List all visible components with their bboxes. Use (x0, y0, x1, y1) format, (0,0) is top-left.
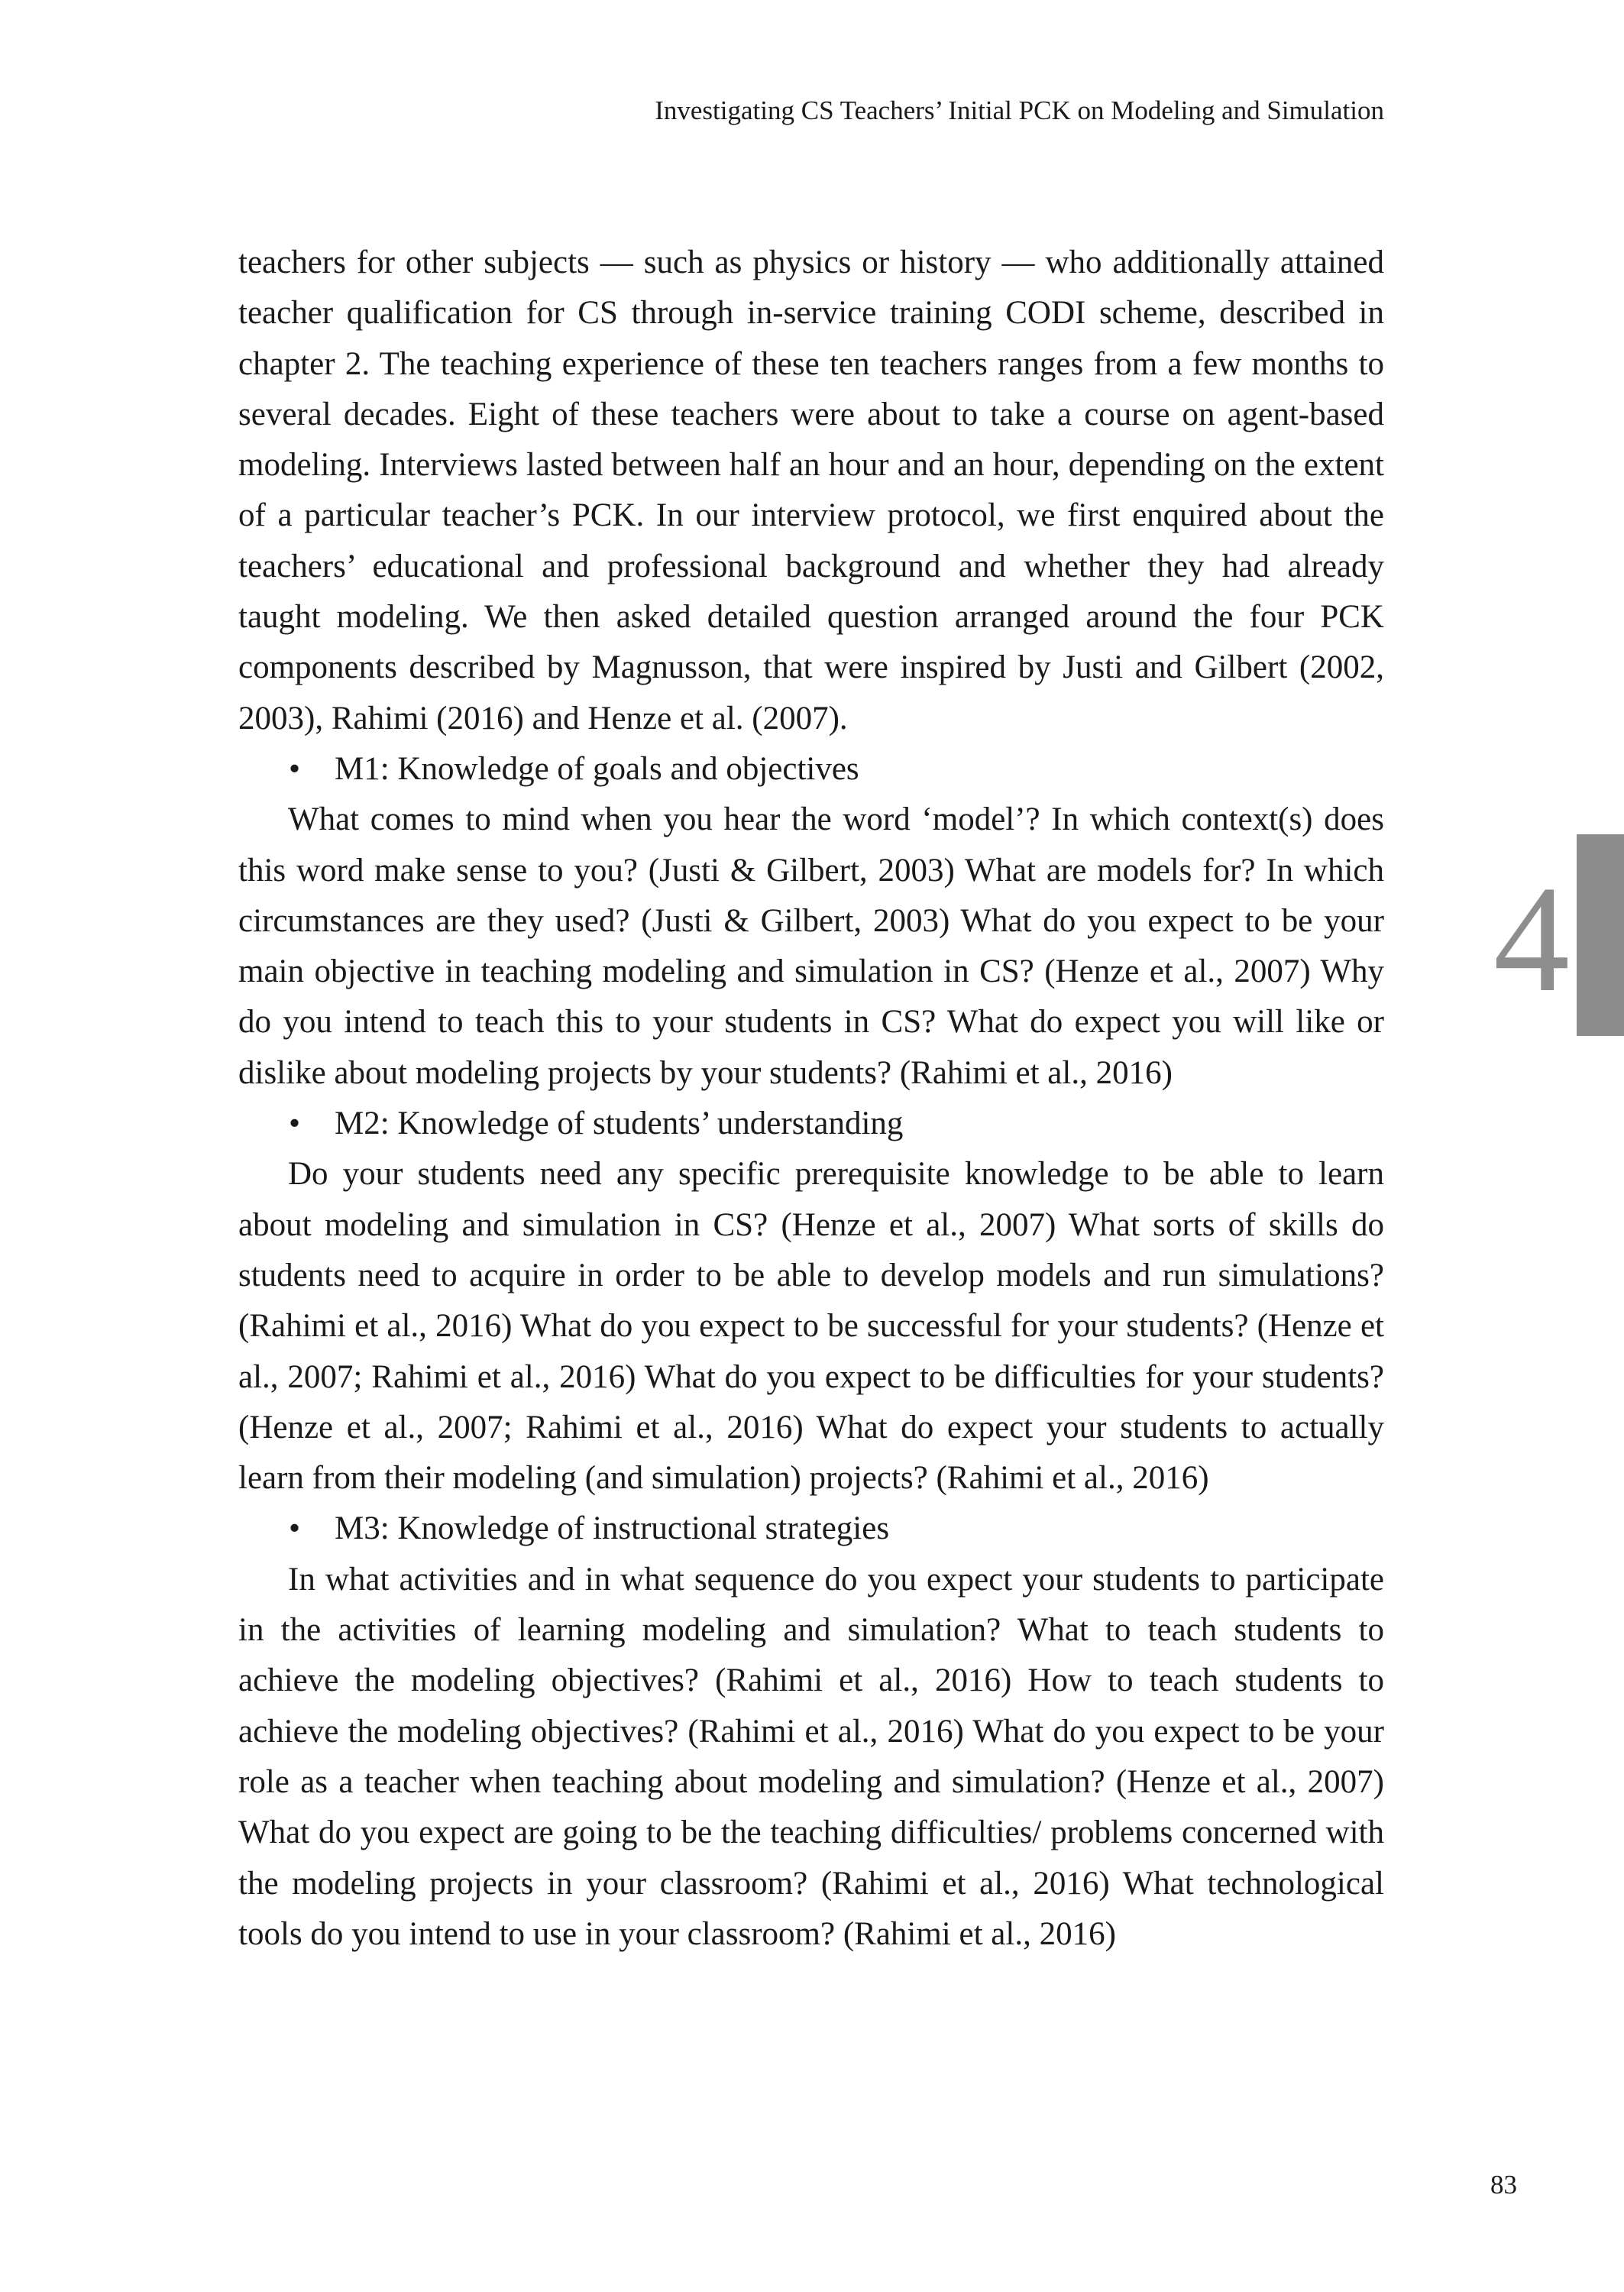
chapter-thumb-tab (1577, 834, 1624, 1036)
running-header: Investigating CS Teachers’ Initial PCK on Modeling and Simulation (655, 96, 1384, 125)
paragraph-intro: teachers for other subjects — such as physics or history — who additionally attained teacher qualification for CS through in-service training CODI scheme, described in chapter 2. The teaching experience of these ten teachers ranges from a few months to several decades. Eight of these teachers were about to take a course on agent-based modeling. Interviews lasted between half an hour and an hour, depending on the extent of a particular teacher’s PCK. In our interview protocol, we first enquired about the teachers’ educational and professional background and whether they had already taught modeling. We then asked detailed question arranged around the four PCK components described by Magnusson, that were inspired by Justi and Gilbert (2002, 2003), Rahimi (2016) and Henze et al. (2007). (238, 244, 1384, 736)
bullet-icon: • (289, 750, 301, 787)
paragraph-m1: What comes to mind when you hear the word ‘model’? In which context(s) does this word make sense to you? (Justi & Gilbert, 2003) What are models for? In which circumstances are they used? (Justi & Gilbert, 2003) What do you expect to be your main objective in teaching modeling and simulation in CS? (Henze et al., 2007) Why do you intend to teach this to your students in CS? What do expect you will like or dislike about modeling projects by your students? (Rahimi et al., 2016) (238, 801, 1384, 1091)
bullet-m1 (238, 744, 1384, 795)
m1-heading: M1: Knowledge of goals and objectives (335, 750, 859, 787)
bullet-m2 (238, 1099, 1384, 1149)
paragraph-m3: In what activities and in what sequence do you expect your students to participate in the activities of learning modeling and simulation? What to teach students to achieve the modeling objectives? (Rahimi et al., 2016) How to teach students to achieve the modeling objectives? (Rahimi et al., 2016) What do you expect to be your role as a teacher when teaching about modeling and simulation? (Henze et al., 2007) What do you expect are going to be the teaching difficulties/ problems concerned with the modeling projects in your classroom? (Rahimi et al., 2016) What technological tools do you intend to use in your classroom? (Rahimi et al., 2016) (238, 1561, 1384, 1952)
bullet-icon: • (289, 1106, 301, 1142)
paragraph-m2: Do your students need any specific prerequisite knowledge to be able to learn about modeling and simulation in CS? (Henze et al., 2007) What sorts of skills do students need to acquire in order to be able to develop models and run simulations? (Rahimi et al., 2016) What do you expect to be successful for your students? (Henze et al., 2007; Rahimi et al., 2016) What do you expect to be difficulties for your students? (Henze et al., 2007; Rahimi et al., 2016) What do expect your students to actually learn from their modeling (and simulation) projects? (Rahimi et al., 2016) (238, 1156, 1384, 1497)
chapter-number: 4 (1493, 855, 1570, 1024)
page-number: 83 (1490, 2170, 1517, 2200)
bullet-m3 (238, 1504, 1384, 1554)
m3-heading: M3: Knowledge of instructional strategies (335, 1510, 890, 1547)
m2-heading: M2: Knowledge of students’ understanding (335, 1106, 904, 1142)
body-text (238, 238, 1384, 1960)
bullet-icon: • (289, 1510, 301, 1547)
